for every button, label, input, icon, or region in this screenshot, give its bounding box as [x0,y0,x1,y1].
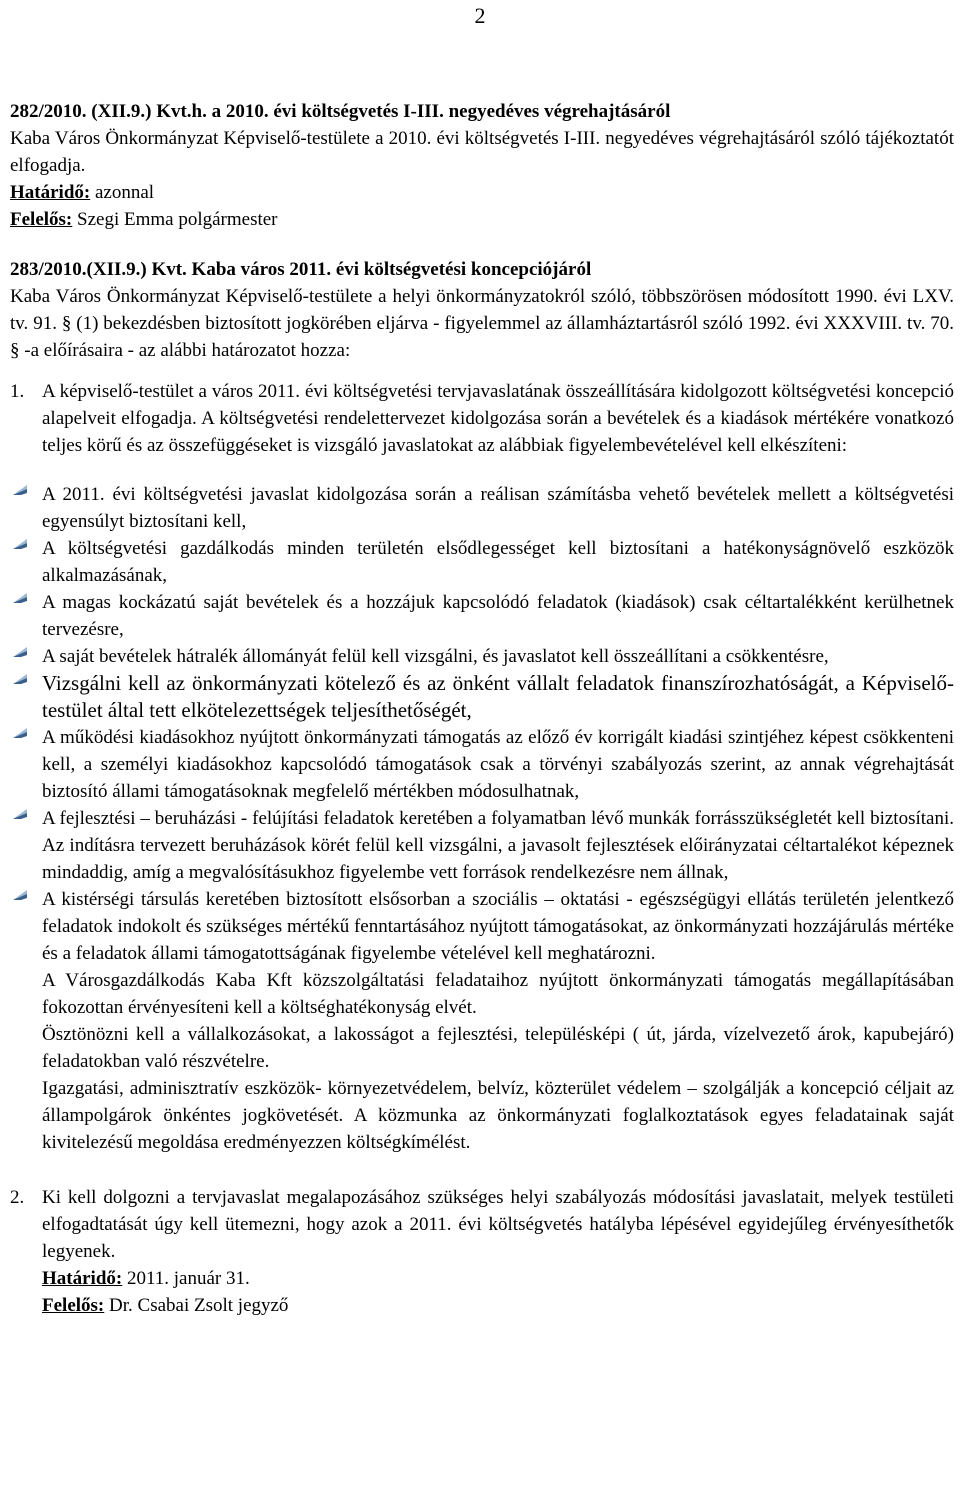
list-item-text: A Városgazdálkodás Kaba Kft közszolgáltatási feladataihoz nyújtott önkormányzati támogatás megállapításában fokozottan érvényesíteni kell a költséghatékonyság elvét. [42,970,954,1018]
resolution-282 [10,98,954,233]
list-item-text: A 2011. évi költségvetési javaslat kidolgozása során a reálisan számításba vehető bevételek mellett a költségvetési egyensúlyt biztosítani kell, [42,484,954,532]
list-item [10,589,954,643]
responsible-label: Felelős: [42,1295,105,1316]
responsible-value: Dr. Csabai Zsolt jegyző [104,1295,289,1316]
list-item [10,535,954,589]
deadline-label: Határidő: [10,182,91,203]
bullet-icon [12,889,28,901]
responsible-value: Szegi Emma polgármester [72,209,278,230]
resolution-282-responsible [10,206,954,233]
item-1 [10,378,954,459]
bullet-icon [12,808,28,820]
bullet-icon [12,484,28,496]
resolution-283-responsible [10,1292,954,1319]
bullet-icon [12,673,28,685]
list-item [10,481,954,535]
item-1-number: 1. [10,381,25,402]
list-item [10,670,954,724]
resolution-283-deadline [10,1265,954,1292]
deadline-label: Határidő: [42,1268,123,1289]
list-item-text: Ösztönözni kell a vállalkozásokat, a lakosságot a fejlesztési, településképi ( út, járda, vízelvezető árok, kapubejáró) feladatokban való részvételre. [42,1024,954,1072]
closing-paragraph: Igazgatási, adminisztratív eszközök- környezetvédelem, belvíz, közterület védelem – szolgálják a koncepció céljait az állampolgárok önkéntes jogkövetését. A közmunka az önkormányzati foglalkoztatások egyes feladatainak saját kivitelezésű megoldása eredményezzen költségkímélést. [42,1078,954,1153]
item-2 [10,1184,954,1265]
deadline-value: 2011. január 31. [122,1268,250,1289]
item-2-text: Ki kell dolgozni a tervjavaslat megalapozásához szükséges helyi szabályozás módosítási javaslatait, melyek testületi elfogadtatását úgy kell ütemezni, hogy azok a 2011. évi költségvetés hatályba lépésével egyidejűleg érvényesíthetők legyenek. [42,1187,954,1262]
resolution-283-heading: 283/2010.(XII.9.) Kvt. Kaba város 2011. évi költségvetési koncepciójáról [10,259,592,280]
guideline-list [10,481,954,1075]
list-item-text: Vizsgálni kell az önkormányzati kötelező és az önként vállalt feladatok finanszírozhatóságát, a Képviselő-testület által tett elkötelezettségek teljesíthetőségét, [42,671,954,722]
resolution-282-body: Kaba Város Önkormányzat Képviselő-testülete a 2010. évi költségvetés I-III. negyedéves végrehajtásáról szóló tájékoztatót elfogadja. [10,128,954,176]
bullet-icon [12,538,28,550]
list-item [10,1021,954,1075]
list-item-text: A fejlesztési – beruházási - felújítási feladatok keretében a folyamatban lévő munkák forrásszükségletét kell biztosítani. Az indításra tervezett beruházások körét felül kell vizsgálni, a javasolt fejlesztések előirányzatai céltartalékot képeznek mindaddig, amíg a megvalósításukhoz figyelembe vett források rendelkezésre nem állnak, [42,808,954,883]
bullet-icon [12,592,28,604]
responsible-label: Felelős: [10,209,73,230]
item-1-text: A képviselő-testület a város 2011. évi költségvetési tervjavaslatának összeállítására kidolgozott költségvetési koncepció alapelveit elfogadja. A költségvetési rendelettervezet kidolgozása során a bevételek és a kiadások mértékére vonatkozó teljes körű és az összefüggéseket is vizsgáló javaslatokat az alábbiak figyelembevételével kell elkészíteni: [42,381,954,456]
resolution-283 [10,256,954,1319]
deadline-value: azonnal [90,182,155,203]
bullet-icon [12,646,28,658]
resolution-282-deadline [10,179,954,206]
resolution-283-body: Kaba Város Önkormányzat Képviselő-testülete a helyi önkormányzatokról szóló, többszörösen módosított 1990. évi LXV. tv. 91. § (1) bekezdésben biztosított jogkörében eljárva - figyelemmel az államháztartásról szóló 1992. évi XXXVIII. tv. 70. § -a előírásaira - az alábbi határozatot hozza: [10,286,954,361]
list-item [10,643,954,670]
document-body [10,98,954,1319]
list-item [10,805,954,886]
list-item [10,724,954,805]
bullet-icon [12,727,28,739]
list-item-text: A működési kiadásokhoz nyújtott önkormányzati támogatás az előző év korrigált kiadási szintjéhez képest csökkenteni kell, a személyi kiadásokhoz kapcsolódó támogatások csak a törvényi szabályozás szerint, az annak végrehajtását biztosító állami támogatásoknak megfelelő mértékben módosulhatnak, [42,727,954,802]
list-item-text: A költségvetési gazdálkodás minden területén elsődlegességet kell biztosítani a hatékonyságnövelő eszközök alkalmazásának, [42,538,954,586]
resolution-282-heading: 282/2010. (XII.9.) Kvt.h. a 2010. évi költségvetés I-III. negyedéves végrehajtásáról [10,101,671,122]
list-item-text: A magas kockázatú saját bevételek és a hozzájuk kapcsolódó feladatok (kiadások) csak céltartalékként kerülhetnek tervezésre, [42,592,954,640]
list-item [10,967,954,1021]
list-item [10,886,954,967]
list-item-text: A kistérségi társulás keretében biztosított elsősorban a szociális – oktatási - egészségügyi ellátás területén jelentkező feladatok indokolt és szükséges mértékű fenntartásához nyújtott támogatásokat, az önkormányzati hozzájárulás mértéke és a feladatok állami támogatottságának figyelembe vételével kell meghatározni. [42,889,954,964]
page-number: 2 [474,3,486,28]
list-item-text: A saját bevételek hátralék állományát felül kell vizsgálni, és javaslatot kell összeállítani a csökkentésre, [42,646,829,667]
item-2-number: 2. [10,1187,25,1208]
